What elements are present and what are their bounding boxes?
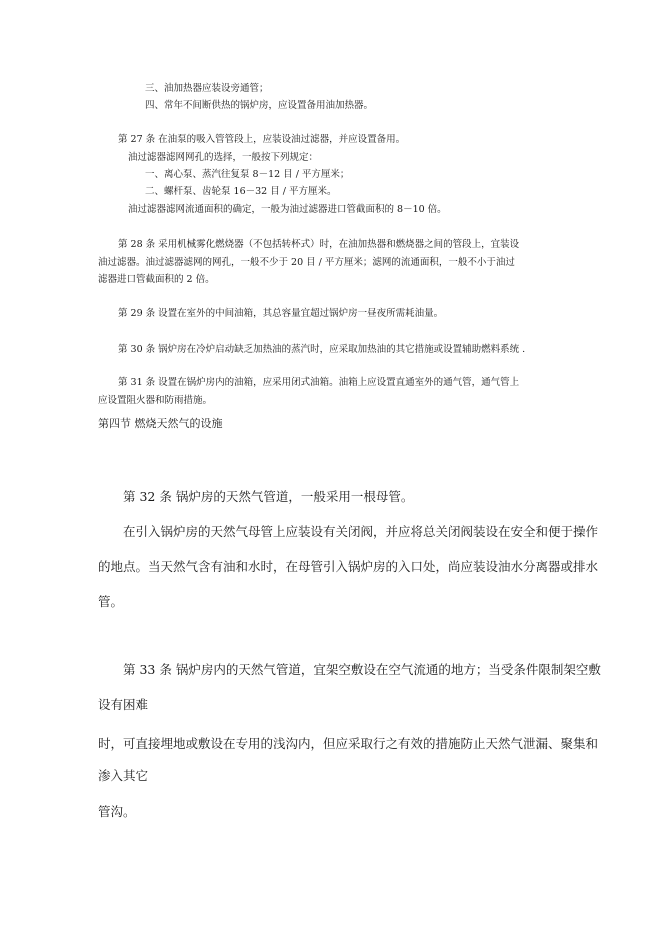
text-line: 在引入锅炉房的天然气母管上应装设有关闭阀，并应将总关闭阀装设在安全和便于操作: [123, 524, 599, 539]
text-line: 油过滤器滤网网孔的选择，一般按下列规定：: [128, 152, 319, 163]
article-30-heading: 第 30 条 锅炉房在冷炉启动缺乏加热油的蒸汽时，应采取加热油的其它措施或设置辅助燃料系统 .: [118, 344, 526, 355]
article-27-heading: 第 27 条 在油泵的吸入管管段上，应装设油过滤器，并应设置备用。: [118, 134, 406, 145]
text-line: 的地点。当天然气含有油和水时，在母管引入锅炉房的入口处，尚应装设油水分离器或排水: [98, 559, 599, 574]
section-heading: 第四节 燃烧天然气的设施: [98, 417, 223, 430]
article-33-heading: 第 33 条 锅炉房内的天然气管道，宜架空敷设在空气流通的地方；当受条件限制架空敷: [123, 662, 601, 677]
text-line: 油过滤器滤网流通面积的确定，一般为油过滤器进口管截面积的 8－10 倍。: [128, 204, 447, 215]
article-32-heading: 第 32 条 锅炉房的天然气管道，一般采用一根母管。: [123, 489, 414, 504]
text-line: 油过滤器。油过滤器滤网的网孔，一般不少于 20 目 / 平方厘米；滤网的流通面积，一般不小于油过: [98, 257, 515, 268]
text-line: 一、离心泵、蒸汽往复泵 8－12 目 / 平方厘米；: [145, 169, 350, 180]
text-line: 管。: [98, 594, 124, 609]
text-line: 二、螺杆泵、齿轮泵 16－32 目 / 平方厘米。: [145, 186, 337, 197]
text-line: 应设置阻火器和防雨措施。: [98, 395, 213, 406]
text-line: 三、油加热器应装设旁通管；: [145, 83, 269, 94]
text-line: 四、常年不间断供热的锅炉房，应设置备用油加热器。: [145, 100, 374, 111]
article-28-heading: 第 28 条 采用机械雾化燃烧器（不包括转杯式）时，在油加热器和燃烧器之间的管段上，宜装设: [118, 239, 520, 250]
article-29-heading: 第 29 条 设置在室外的中间油箱，其总容量宜超过锅炉房一昼夜所需耗油量。: [118, 308, 444, 319]
text-line: 渗入其它: [98, 768, 149, 783]
text-line: 管沟。: [98, 804, 136, 819]
text-line: 设有困难: [98, 697, 149, 712]
text-line: 滤器进口管截面积的 2 倍。: [98, 274, 215, 285]
text-line: 时，可直接埋地或敷设在专用的浅沟内，但应采取行之有效的措施防止天然气泄漏、聚集和: [98, 736, 599, 751]
article-31-heading: 第 31 条 设置在锅炉房内的油箱，应采用闭式油箱。油箱上应设置直通室外的通气管，通气管上: [118, 377, 520, 388]
